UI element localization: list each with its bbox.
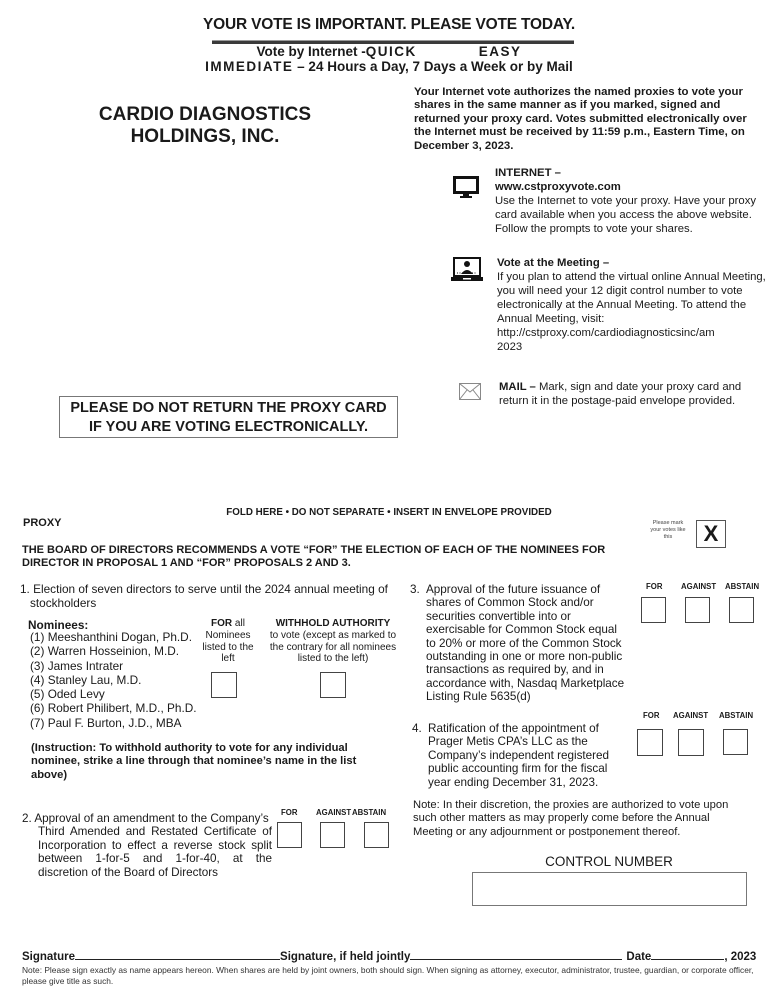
company-name-line2: HOLDINGS, INC. [130, 126, 280, 147]
signature-label: Signature [22, 951, 76, 963]
proposal-4-body: Ratification of the appointment of Prager Metis CPA’s LLC as the Company’s independent registered public accounting firm for the fiscal year ending December 31, 2023. [428, 722, 610, 789]
proposal-4-against-checkbox[interactable] [678, 729, 704, 756]
proposal-3-text [410, 583, 625, 704]
proposal-2-abstain-label: ABSTAIN [352, 808, 387, 817]
for-all-bold: FOR [211, 618, 233, 629]
proposal-1-text-cont: stockholders [30, 595, 97, 610]
proposal-4-abstain-checkbox[interactable] [723, 729, 748, 755]
tagline-immediate: IMMEDIATE [205, 59, 294, 74]
proposal-2-against-checkbox[interactable] [320, 822, 345, 848]
meeting-heading: Vote at the Meeting – [497, 257, 610, 269]
proposal-2-text-rest: Third Amended and Restated Certificate of Incorporation to effect a reverse stock split between 1-for-5 and 1-for-40, at the discretion of the Board of Directors [38, 825, 272, 879]
proposal-1-text: Election of seven directors to serve until the 2024 annual meeting of [33, 582, 388, 596]
meeting-instructions: If you plan to attend the virtual online Annual Meeting, you will need your 12 digit control number to vote electronically at the Annual Meeting. To attend the Annual Meeting, visit: [497, 271, 766, 325]
date-year: , 2023 [724, 951, 757, 963]
nominees-heading: Nominees: [28, 618, 89, 632]
withhold-label [266, 618, 400, 665]
do-not-return-notice [59, 396, 398, 438]
mark-example-box: X [696, 520, 726, 548]
mark-example-help: Please mark your votes like this [650, 520, 686, 540]
page-title: YOUR VOTE IS IMPORTANT. PLEASE VOTE TODAY. [203, 16, 575, 33]
proposal-2-abstain-checkbox[interactable] [364, 822, 389, 848]
withhold-heading: WITHHOLD AUTHORITY [275, 618, 391, 629]
proposal-4-text [412, 722, 627, 789]
proposal-3-for-label: FOR [646, 582, 663, 591]
proposal-3-abstain-checkbox[interactable] [729, 597, 754, 623]
internet-url-link[interactable]: www.cstproxyvote.com [495, 181, 621, 193]
tagline-easy: EASY [478, 44, 522, 59]
method-meeting [497, 256, 777, 354]
proposal-1-number: 1. [20, 582, 30, 596]
proposal-4-against-label: AGAINST [673, 711, 709, 720]
internet-instructions: Use the Internet to vote your proxy. Have your proxy card available when you access the above website. Follow the prompts to vote your shares. [495, 195, 756, 235]
internet-vote-intro: Your Internet vote authorizes the named proxies to vote your shares in the same manner as if you marked, signed and returned your proxy card. Votes submitted electronically over the Internet must be received by 11:59 p.m., Eastern Time, on December 3, 2023. [414, 86, 747, 152]
proposal-3-against-checkbox[interactable] [685, 597, 710, 623]
proposal-4-abstain-label: ABSTAIN [719, 711, 754, 720]
internet-heading: INTERNET – [495, 167, 561, 179]
for-all-label [197, 618, 259, 665]
proposal-4-number: 4. [412, 722, 422, 735]
vote-tagline-2 [0, 59, 778, 74]
method-mail [499, 380, 769, 408]
date-label: Date [626, 951, 652, 963]
proposal-1-title [20, 583, 390, 610]
proposal-2-number: 2. [22, 812, 32, 825]
nominee-item: (7) Paul F. Burton, J.D., MBA [30, 715, 182, 730]
fold-instruction: FOLD HERE • DO NOT SEPARATE • INSERT IN ENVELOPE PROVIDED [226, 507, 552, 518]
for-all-rest: all Nominees listed to the left [202, 618, 254, 665]
discretion-note: Note: In their discretion, the proxies are authorized to vote upon such other matters as may properly come before the Annual Meeting or any adjournment or postponement thereof. [413, 799, 729, 838]
proposal-2-for-label: FOR [281, 808, 298, 817]
withhold-instruction: (Instruction: To withhold authority to vote for any individual nominee, strike a line through that nominee’s name in the list above) [31, 742, 357, 781]
vote-tagline-1 [0, 44, 778, 59]
proposal-2-against-label: AGAINST [316, 808, 352, 817]
control-number-field[interactable] [472, 872, 747, 906]
nominee-item: (2) Warren Hosseinion, M.D. [30, 644, 180, 659]
mail-instructions: Mark, sign and date your proxy card and return it in the postage-paid envelope provided. [499, 381, 742, 407]
proposal-4-for-label: FOR [643, 711, 660, 720]
nominee-item: (5) Oded Levy [30, 687, 105, 702]
signature-field[interactable] [75, 949, 280, 960]
nominee-list [30, 630, 197, 730]
notice-line1: PLEASE DO NOT RETURN THE PROXY CARD [70, 400, 387, 416]
mail-heading: MAIL – [499, 381, 536, 393]
virtual-meeting-laptop-icon [451, 257, 483, 283]
proposal-3-for-checkbox[interactable] [641, 597, 666, 623]
method-internet [495, 166, 775, 236]
tagline-quick: QUICK [365, 44, 417, 59]
envelope-icon [459, 383, 481, 401]
proposal-3-abstain-label: ABSTAIN [725, 582, 760, 591]
nominee-item: (6) Robert Philibert, M.D., Ph.D. [30, 701, 197, 716]
signature-note: Note: Please sign exactly as name appears hereon. When shares are held by joint owners, both should sign. When signing as attorney, executor, administrator, trustee, guardian, or corporate officer, please give title as such. [22, 965, 754, 986]
tagline-hours: – 24 Hours a Day, 7 Days a Week or by Mail [293, 59, 573, 74]
proposal-3-number: 3. [410, 583, 420, 596]
tagline-prefix: Vote by Internet - [256, 44, 366, 59]
joint-signature-label: Signature, if held jointly [280, 951, 411, 963]
nominee-item: (4) Stanley Lau, M.D. [30, 672, 142, 687]
joint-signature-field[interactable] [410, 949, 622, 960]
withhold-body: to vote (except as marked to the contrary for all nominees listed to the left) [269, 629, 397, 665]
notice-line2: IF YOU ARE VOTING ELECTRONICALLY. [88, 419, 369, 435]
proxy-label: PROXY [23, 517, 62, 529]
control-number-label: CONTROL NUMBER [545, 854, 673, 869]
board-recommendation: THE BOARD OF DIRECTORS RECOMMENDS A VOTE “FOR” THE ELECTION OF EACH OF THE NOMINEES FOR DIRECTOR IN PROPOSAL 1 AND “FOR” PROPOSALS 2 AND 3. [22, 544, 606, 569]
proposal-4-for-checkbox[interactable] [637, 729, 663, 756]
proposal-1-for-all-checkbox[interactable] [211, 672, 237, 698]
proposal-2-text-line1: Approval of an amendment to the Company’s [34, 812, 269, 825]
company-name [60, 104, 350, 148]
nominee-item: (1) Meeshanthini Dogan, Ph.D. [30, 630, 192, 644]
signature-line [22, 949, 756, 963]
proposal-2-for-checkbox[interactable] [277, 822, 302, 848]
proposal-1-withhold-checkbox[interactable] [320, 672, 346, 698]
proposal-3-body: Approval of the future issuance of shares of Common Stock and/or securities convertible into or exercisable for Common Stock equal to 20% or more of the Common Stock outstanding in one or more non-public transactions as required by, and in accordance with, Nasdaq Marketplace Listing Rule 5635(d) [426, 583, 625, 704]
meeting-url-link[interactable]: http://cstproxy.com/cardiodiagnosticsinc/am 2023 [497, 327, 715, 353]
date-field[interactable] [651, 949, 724, 960]
company-name-line1: CARDIO DIAGNOSTICS [98, 104, 312, 125]
proposal-3-against-label: AGAINST [681, 582, 717, 591]
nominee-item: (3) James Intrater [30, 658, 124, 673]
monitor-icon [453, 176, 479, 200]
proposal-2-text [22, 812, 272, 879]
